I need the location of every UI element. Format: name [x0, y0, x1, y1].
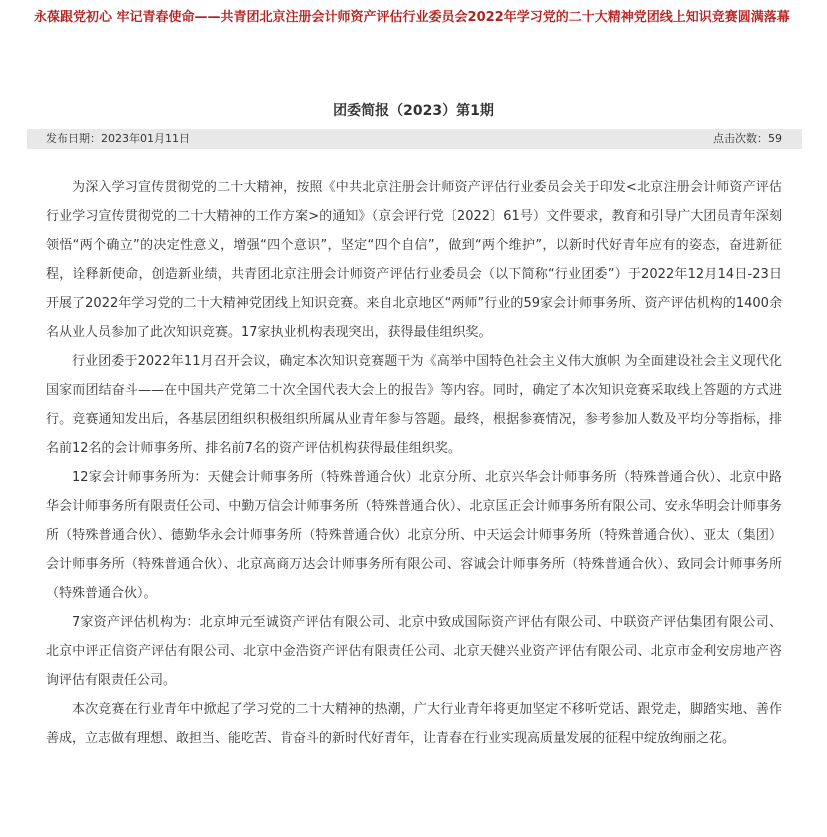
article-title: 永葆跟党初心 牢记青春使命——共青团北京注册会计师资产评估行业委员会2022年学习党的二十大精神党团线上知识竞赛圆满落幕 — [34, 10, 790, 25]
view-count — [713, 129, 782, 149]
bulletin-issue-heading: 团委简报（2023）第1期 — [333, 103, 494, 119]
view-count-label: 点击次数： — [713, 132, 768, 145]
publish-date — [46, 129, 190, 149]
body-paragraph: 7家资产评估机构为：北京坤元至诚资产评估有限公司、北京中致成国际资产评估有限公司、中联资产评估集团有限公司、北京中评正信资产评估有限公司、北京中金浩资产评估有限责任公司、北京天健兴业资产评估有限公司、北京市金利安房地产咨询评估有限责任公司。 — [46, 615, 782, 688]
view-count-value: 59 — [768, 132, 782, 145]
body-paragraph: 为深入学习宣传贯彻党的二十大精神，按照《中共北京注册会计师资产评估行业委员会关于印发<北京注册会计师资产评估行业学习宣传贯彻党的二十大精神的工作方案>的通知》（京会评行党〔2022〕61号）文件要求，教育和引导广大团员青年深刻领悟“两个确立”的决定性意义，增强“四个意识”，坚定“四个自信”，做到“两个维护”，以新时代好青年应有的姿态，奋进新征程，诠释新使命，创造新业绩，共青团北京注册会计师资产评估行业委员会（以下简称“行业团委”）于2022年12月14日-23日开展了2022年学习党的二十大精神党团线上知识竞赛。来自北京地区“两师”行业的59家会计师事务所、资产评估机构的1400余名从业人员参加了此次知识竞赛。17家执业机构表现突出，获得最佳组织奖。 — [46, 180, 782, 340]
body-paragraph: 行业团委于2022年11月召开会议，确定本次知识竞赛题干为《高举中国特色社会主义伟大旗帜 为全面建设社会主义现代化国家而团结奋斗——在中国共产党第二十次全国代表大会上的报告》等内容。同时，确定了本次知识竞赛采取线上答题的方式进行。竞赛通知发出后，各基层团组织积极组织所属从业青年参与答题。最终，根据参赛情况，参考参加人数及平均分等指标，排名前12名的会计师事务所、排名前7名的资产评估机构获得最佳组织奖。 — [46, 354, 782, 456]
article-meta-bar — [27, 129, 802, 149]
body-paragraph: 本次竞赛在行业青年中掀起了学习党的二十大精神的热潮，广大行业青年将更加坚定不移听党话、跟党走，脚踏实地、善作善成，立志做有理想、敢担当、能吃苦、肯奋斗的新时代好青年，让青春在行业实现高质量发展的征程中绽放绚丽之花。 — [46, 702, 782, 746]
body-paragraph: 12家会计师事务所为：天健会计师事务所（特殊普通合伙）北京分所、北京兴华会计师事务所（特殊普通合伙）、北京中路华会计师事务所有限责任公司、中勤万信会计师事务所（特殊普通合伙）、北京匡正会计师事务所有限公司、安永华明会计师事务所（特殊普通合伙）、德勤华永会计师事务所（特殊普通合伙）北京分所、中天运会计师事务所（特殊普通合伙）、亚太（集团）会计师事务所（特殊普通合伙）、北京高商万达会计师事务所有限公司、容诚会计师事务所（特殊普通合伙）、致同会计师事务所（特殊普通合伙）。 — [46, 470, 782, 601]
publish-date-label: 发布日期： — [46, 132, 101, 145]
publish-date-value: 2023年01月11日 — [101, 132, 190, 145]
article-body — [46, 173, 782, 753]
